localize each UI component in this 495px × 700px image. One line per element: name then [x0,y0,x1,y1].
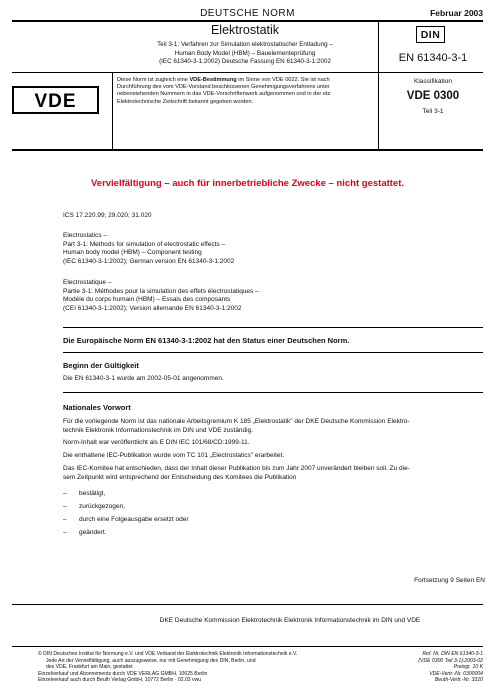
vde-classification-number: VDE 0300 [406,90,460,102]
list-item: – durch eine Folgeausgabe ersetzt oder [63,516,189,523]
norm-label: DEUTSCHE NORM [200,8,295,19]
status-statement: Die Europäische Norm EN 61340-3-1:2002 hat den Status einer Deutschen Norm. [63,336,350,345]
document-subtitle [112,41,378,67]
french-title: Electrostatique – Partie 3-1: Méthodes pour la simulation des effets électrostatiques – Modèle du corps humain (HBM) – Essais des composants (CEI 61340-3-1:2002); Version allemande EN 61340-3-1:2002 [63,279,259,312]
document-title: Elektrostatik [210,23,280,37]
mid-rule [12,72,483,73]
top-rule [12,20,483,22]
classification-label: Klassifikation [414,78,452,85]
vde-logo [12,86,99,114]
header-bottom-rule [12,149,483,151]
subtitle-line: Human Body Model (HBM) – Bauelementeprüfung [174,49,316,57]
validity-heading: Beginn der Gültigkeit [63,361,139,370]
subtitle-line: (IEC 61340-3-1:2002) Deutsche Fassung EN 61340-3-1:2002 [159,58,331,66]
list-item: – zurückgezogen, [63,503,125,510]
continuation-note: Fortsetzung 9 Seiten EN [414,577,485,584]
list-item: – geändert. [63,529,107,536]
reference-footer: Ref. Nr. DIN EN 61340-3-1 (VDE 0300 Teil 3-1):2003-02 Preisgr. 10 K VDE-Vertr.-Nr. 0300004 Beuth-Vertr.-Nr. 3310 [418,651,483,683]
foreword-heading: Nationales Vorwort [63,403,131,412]
copyright-footer: © DIN Deutsches Institut für Normung e.V. und VDE Verband der Elektrotechnik Elektronik Informationstechnik e.V. Jede Art der Vervielfältigung, auch auszugsweise, nur mit Genehmigung des DIN, Berlin, und des VDE, Frankfurt am Main, gestattet Einzelverkauf und Abonnements durch VDE VERLAG GMBH, 10625 Berlin Einzelverkauf auch durch Beuth Verlag GmbH, 10772 Berlin · 02.03 vwu [38,651,298,683]
section-rule [63,327,483,328]
foreword-paragraph: Die enthaltene IEC-Publikation wurde vom TC 101 „Electrostatics" erarbeitet. [63,452,285,459]
footer-rule [12,604,483,605]
section-rule [63,392,483,393]
ics-codes: ICS 17.220.99; 29.020; 31.020 [63,212,152,219]
left-column-divider [112,72,113,149]
dke-line: DKE Deutsche Kommission Elektrotechnik Elektronik Informationstechnik im DIN und VDE [159,617,421,624]
list-item: – bestätigt, [63,490,106,497]
foreword-paragraph: Norm-Inhalt war veröffentlicht als E DIN IEC 101/68/CD:1999-11. [63,439,250,446]
validity-text: Die EN 61340-3-1 wurde am 2002-05-01 angenommen. [63,375,224,382]
vde-logo-text: VDE [34,91,77,112]
din-logo: DIN [416,26,445,43]
english-title: Electrostatics – Part 3-1: Methods for simulation of electrostatic effects – Human body model (HBM) – Component testing (IEC 61340-3-1:2002); German version EN 61340-3-1:2002 [63,232,235,265]
footer-rule [12,646,483,647]
classification-part: Teil 3-1 [422,108,444,115]
reproduction-notice: Vervielfältigung – auch für innerbetriebliche Zwecke – nicht gestattet. [90,178,405,189]
subtitle-line: Teil 3-1: Verfahren zur Simulation elektrostatischer Entladung – [157,41,333,48]
publication-date: Februar 2003 [430,8,483,18]
foreword-paragraph: Das IEC-Komitee hat entschieden, dass der Inhalt dieser Publikation bis zum Jahr 2007 unverändert bleiben soll. Zu die- sem Zeitpunkt wird entsprechend der Entscheidung des Komitees die Publikation [63,465,410,481]
foreword-paragraph: Für die vorliegende Norm ist das nationale Arbeitsgremium K 185 „Elektrostatik" der DKE Deutsche Kommission Elektro- technik Elektronik Informationstechnik im DIN und VDE zuständig. [63,418,410,434]
section-rule [63,352,483,353]
vde-notice: Diese Norm ist zugleich eine VDE-Bestimmung im Sinne von VDE 0022. Sie ist nach Durchführung des vom VDE-Vorstand beschlossenen Genehmigungsverfahrens unter nebenstehenden Nummern in das VDE-Vorschriftenwerk aufgenommen und in der etz Elektrotechnische Zeitschrift bekannt gegeben worden. [117,77,331,105]
document-number: EN 61340-3-1 [398,52,468,64]
